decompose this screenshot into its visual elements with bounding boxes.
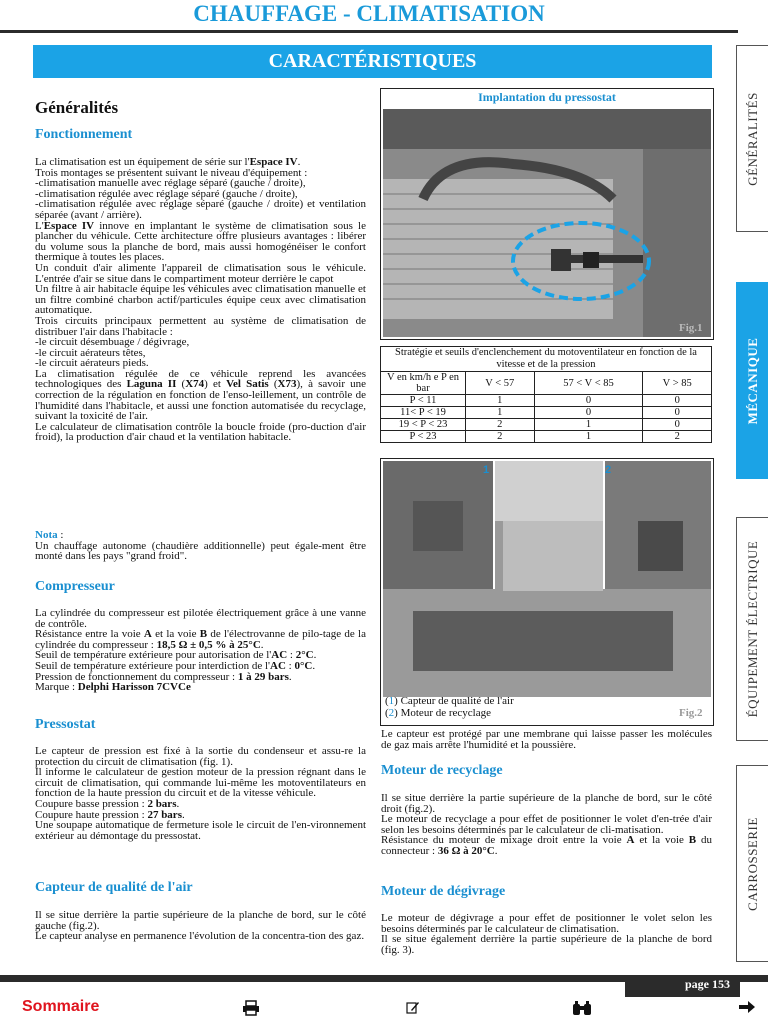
capteur-text: Il se situe derrière la partie supérieure de la planche de bord, sur le côté gauche (fig.2). Le capteur analyse en permanence l'évolution de la concentra-tion des gaz. (35, 909, 366, 943)
next-arrow-icon[interactable] (738, 1000, 756, 1014)
tab-label: CARROSSERIE (745, 816, 760, 911)
sommaire-link[interactable]: Sommaire (22, 998, 100, 1015)
title-rule (0, 30, 738, 33)
marker-1: 1 (483, 464, 490, 476)
binoculars-icon[interactable] (572, 1000, 592, 1016)
dashboard-photo (383, 461, 711, 697)
figure-pressostat (380, 88, 714, 340)
figure-label: Fig.1 (679, 322, 703, 334)
nota-label: Nota (35, 529, 58, 541)
marker-2: 2 (605, 464, 612, 476)
table-header: 57 < V < 85 (534, 372, 643, 395)
tab-carrosserie[interactable] (736, 765, 768, 962)
page-title: CHAUFFAGE - CLIMATISATION (193, 1, 545, 26)
membrane-text: Le capteur est protégé par une membrane qui laisse passer les molécules de gaz mais arrête l'humidité et la poussière. (381, 728, 712, 751)
heading-compresseur: Compresseur (35, 579, 115, 594)
printer-icon[interactable] (242, 1000, 260, 1016)
figure-label: Fig.2 (679, 707, 703, 719)
tab-label: MÉCANIQUE (745, 337, 760, 424)
figure-capteur-recyclage (380, 458, 714, 726)
table-row: 19 < P < 23 2 1 0 (381, 419, 712, 431)
table-header-left: V en km/h e P en bar (381, 372, 466, 395)
degivrage-text: Le moteur de dégivrage a pour effet de positionner le volet selon les besoins déterminés par le calculateur de climatisation. Il se situe également derrière la partie supérieure de la planche de bord (fig. 3). (381, 912, 712, 956)
table-caption: Stratégie et seuils d'enclenchement du motoventilateur en fonction de la vitesse et de la pression (381, 347, 712, 372)
compresseur-text: La cylindrée du compresseur est pilotée électriquement grâce à une vanne de contrôle. Résistance entre la voie A et la voie B de l'électrovanne de pilo-tage de la cylindrée du compresseur : 18,5 Ω ± 0,5 % à 25°C. Seuil de température extérieure pour autorisation de l'AC : 2°C. Seuil de température extérieure pour interdiction de l'AC : 0°C. Pression de fonctionnement du compresseur : 1 à 29 bars. Marque : Delphi Harisson 7CVCe (35, 607, 366, 694)
heading-moteur-degivrage: Moteur de dégivrage (381, 884, 506, 899)
table-header: V > 85 (643, 372, 712, 395)
table-header: V < 57 (466, 372, 535, 395)
tab-equipement-electrique[interactable] (736, 517, 768, 741)
heading-pressostat: Pressostat (35, 717, 96, 732)
recyclage-text: Il se situe derrière la partie supérieure de la planche de bord, sur le côté droit (fig.2). Le moteur de recyclage a pour effet de positionner le volet d'en-trée d'air selon les besoins déterminés par le calculateur de cli-matisation. Résistance du moteur de mixage droit entre la voie A et la voie B du connecteur : 36 Ω à 20°C. (381, 792, 713, 857)
fig2-legend: (1) Capteur de qualité de l'air (2) Moteur de recyclage (385, 695, 514, 719)
tab-label: GÉNÉRALITÉS (745, 91, 760, 186)
heading-fonctionnement: Fonctionnement (35, 127, 133, 142)
tab-mecanique[interactable] (736, 282, 768, 479)
strategy-table (380, 346, 712, 443)
pressostat-photo (383, 109, 711, 337)
heading-capteur-qualite: Capteur de qualité de l'air (35, 880, 193, 895)
table-row: 11< P < 19 1 0 0 (381, 407, 712, 419)
tab-generalites[interactable] (736, 45, 768, 232)
section-banner: CARACTÉRISTIQUES (33, 45, 712, 78)
tab-label: ÉQUIPEMENT ÉLECTRIQUE (745, 540, 760, 718)
edit-icon[interactable] (406, 1000, 420, 1014)
table-row: P < 23 2 1 2 (381, 431, 712, 443)
heading-generalites: Généralités (35, 98, 119, 117)
pressostat-text: Le capteur de pression est fixé à la sortie du condenseur et assu-re la protection du circuit de climatisation (fig. 1). Il informe le calculateur de gestion moteur de la pression régnant dans le circuit de climatisation, qui commande lui-même les motoventilateurs en fonction de la haute pression du circuit et de la vitesse véhicule. Coupure basse pression : 2 bars. Coupure haute pression : 27 bars. Une soupape automatique de fermeture isole le circuit de l'en-vironnement extérieur au démontage du pressostat. (35, 745, 366, 842)
nota-block: Nota : Un chauffage autonome (chaudière additionnelle) peut égale-ment être monté dans les pays "grand froid". (35, 529, 366, 563)
page-number: page 153 (625, 975, 740, 997)
fonctionnement-text: La climatisation est un équipement de série sur l'Espace IV. Trois montages se présentent suivant le niveau d'équipement : -climatisation manuelle avec réglage séparé (gauche / droite), -climatisation régulée avec réglage séparé (gauche / droite), -climatisation régulée avec réglage séparé (gauche / droite) et ventilation séparée (avant / arrière). L'Espace IV innove en implantant le système de climatisation sous le plancher du véhicule. Cette architecture offre plusieurs avantages : libérer du volume sous la planche de bord, mais aussi homogénéiser le confort thermique à toutes les places. Un conduit d'air alimente l'appareil de climatisation sous le véhicule. L'entrée d'air se situe dans le compartiment moteur derrière le capot Un filtre à air habitacle équipe les véhicules avec climatisation manuelle et un filtre combiné charbon actif/particules équipe ceux avec climatisation automatique. Trois circuits principaux permettent au système de climatisation de distribuer l'air dans l'habitacle : -le circuit désembuage / dégivrage, -le circuit aérateurs têtes, -le circuit aérateurs pieds. La climatisation régulée de ce véhicule reprend les avancées technologiques des Laguna II (X74) et Vel Satis (X73), à savoir une correction de la régulation en fonction de l'enso-leillement, un contrôle de l'humidité dans l'habitacle, et aussi une fonction automatisée du recyclage, suivant la toxicité de l'air. Le calculateur de climatisation contrôle la boucle froide (pro-duction d'air froid), la production d'air chaud et la ventilation habitacle. (35, 156, 367, 444)
table-row: P < 11 1 0 0 (381, 395, 712, 407)
heading-moteur-recyclage: Moteur de recyclage (381, 763, 503, 778)
figure-caption: Implantation du pressostat (478, 90, 616, 104)
